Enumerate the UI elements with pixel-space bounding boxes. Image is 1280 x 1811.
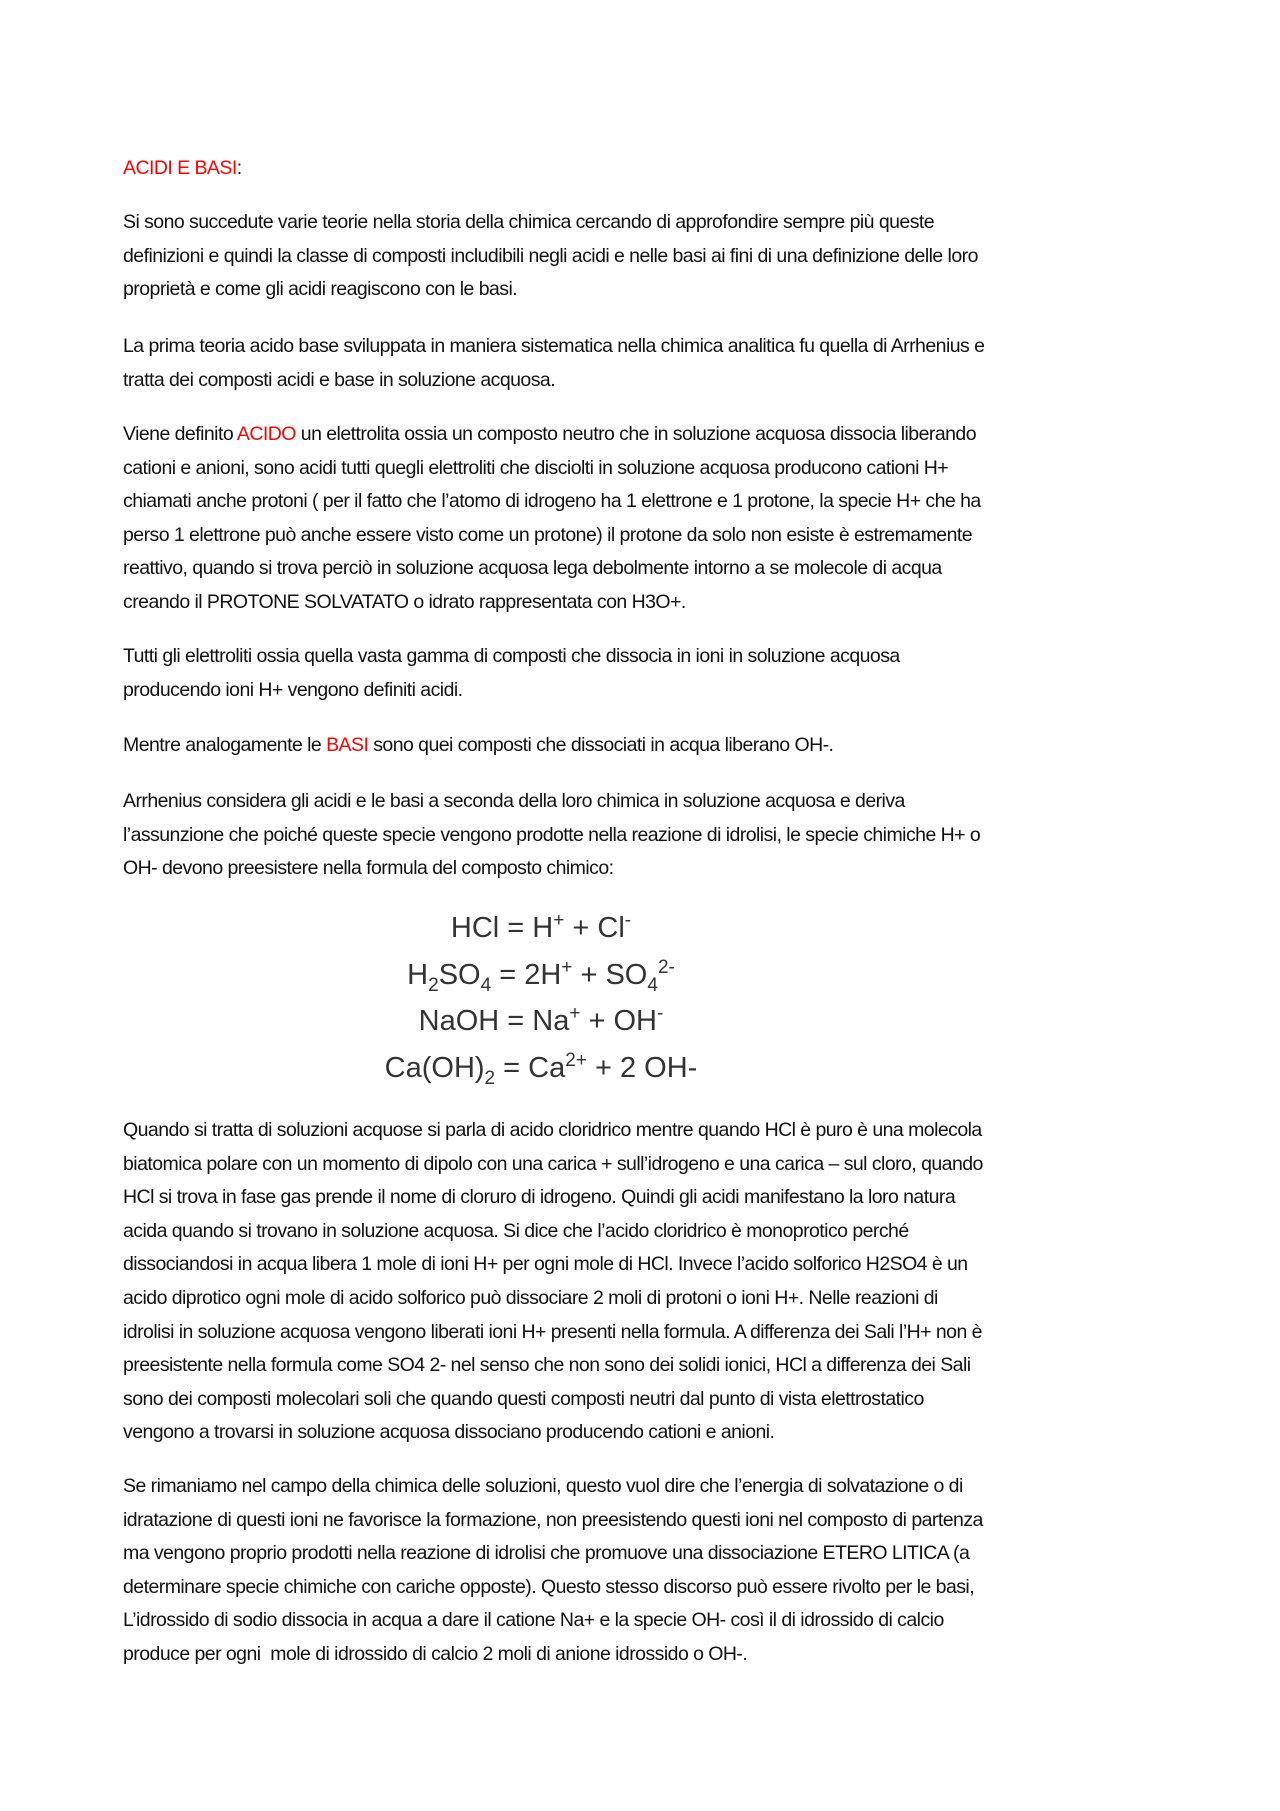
equation-text: + Cl [564,912,625,944]
text-segment: preesistente nella formula come SO4 2- nel senso che non sono dei solidi ionici, HCl a differenza dei Sali [123,1354,971,1377]
text-line [123,330,1183,364]
highlighted-term: ACIDO [236,423,296,445]
equation [300,998,782,1045]
text-segment: produce per ogni mole di idrossido di calcio 2 moli di anione idrossido o OH-. [123,1642,748,1665]
text-line [123,586,1183,620]
subscript: 2 [484,1067,496,1089]
equation-text: H [407,958,429,991]
equation-text: HCl = H [450,912,554,944]
equation-text: = Ca [495,1051,566,1084]
text-segment: Si sono succedute varie teorie nella storia della chimica cercando di approfondire sempre più queste [123,211,935,233]
text-segment: Quando si tratta di soluzioni acquose si parla di acido cloridrico mentre quando HCl è puro è una molecola [123,1119,982,1141]
equation-text: NaOH = Na [418,1005,570,1037]
text-line [123,1504,1183,1538]
text-line [123,1470,1183,1504]
paragraph-arrhenius-assumption [123,785,1183,886]
text-line [123,1248,1183,1282]
equation-text: SO [438,958,481,991]
text-line [123,485,1183,519]
superscript: + [553,910,565,931]
equation [300,952,782,999]
subscript: 4 [647,974,658,996]
text-segment: creando il PROTONE SOLVATATO o idrato rappresentata con H3O+. [123,590,686,613]
text-line [123,674,1183,708]
text-line [123,206,1183,240]
text-segment: definizioni e quindi la classe di composti includibili negli acidi e nelle basi ai fini di una definizione delle loro [123,244,978,267]
paragraph-arrhenius-intro [123,330,1183,397]
text-segment: : [236,157,242,179]
text-segment: Tutti gli elettroliti ossia quella vasta gamma di composti che dissocia in ioni in soluzione acquosa [123,645,900,667]
text-line [123,418,1183,452]
text-line [123,852,1183,886]
text-segment: cationi e anioni, sono acidi tutti quegli elettroliti che disciolti in soluzione acquosa producono cationi H+ [123,456,949,479]
text-segment: La prima teoria acido base sviluppata in maniera sistematica nella chimica analitica fu quella di Arrhenius e [123,335,985,357]
text-line [123,519,1183,553]
text-segment: perso 1 elettrone può anche essere visto come un protone) il protone da solo non esiste è estremamente [123,523,973,546]
text-segment: biatomica polare con un momento di dipolo con una carica + sull’idrogeno e una carica – sul cloro, quando [123,1152,983,1175]
paragraph-solvation [123,1470,1183,1672]
text-line [123,640,1183,674]
superscript: - [657,1003,664,1024]
page-title [123,152,1183,186]
text-line [123,819,1183,853]
text-segment: Arrhenius considera gli acidi e le basi a seconda della loro chimica in soluzione acquosa e deriva [123,790,905,812]
text-line [123,1282,1183,1316]
text-segment: dissociandosi in acqua libera 1 mole di ioni H+ per ogni mole di HCl. Invece l’acido solforico H2SO4 è un [123,1253,968,1276]
text-line [123,1148,1183,1182]
text-segment: acido diprotico ogni mole di acido solforico può dissociare 2 moli di protoni o ioni H+. Nelle reazioni di [123,1286,938,1309]
text-segment: proprietà e come gli acidi reagiscono con le basi. [123,278,518,301]
text-segment: reattivo, quando si trova perciò in soluzione acquosa lega debolmente intorno a se molecole di acqua [123,557,942,580]
text-segment: determinare specie chimiche con cariche opposte). Questo stesso discorso può essere rivolto per le basi, [123,1575,975,1598]
text-segment: un elettrolita ossia un composto neutro che in soluzione acquosa dissocia liberando [295,423,977,445]
text-segment: sono dei composti molecolari soli che quando questi composti neutri dal punto di vista elettrostatico [123,1387,924,1410]
paragraph-intro [123,206,1183,307]
superscript: + [561,956,573,978]
text-line [123,1604,1183,1638]
chemical-equations [300,905,782,1091]
equation-text: Ca(OH) [384,1051,485,1084]
text-line [123,1181,1183,1215]
text-segment: Viene definito [123,423,237,445]
text-segment: tratta dei composti acidi e base in soluzione acquosa. [123,368,556,391]
equation-text: = 2H [491,958,562,991]
text-line [123,552,1183,586]
text-line [123,273,1183,307]
text-line [123,1114,1183,1148]
text-segment: L’idrossido di sodio dissocia in acqua a dare il catione Na+ e la specie OH- così il di idrossido di calcio [123,1609,944,1632]
text-line [123,364,1183,398]
text-segment: ma vengono proprio prodotti nella reazione di idrolisi che promuove una dissociazione ETERO LITICA (a [123,1542,970,1565]
paragraph-electrolytes [123,640,1183,707]
highlighted-term: ACIDI E BASI [123,157,237,179]
superscript: 2- [657,956,675,978]
superscript: - [624,910,632,931]
text-segment: chiamati anche protoni ( per il fatto che l’atomo di idrogeno ha 1 elettrone e 1 protone, la specie H+ che ha [123,490,981,513]
subscript: 2 [428,974,439,996]
text-segment: Se rimaniamo nel campo della chimica delle soluzioni, questo vuol dire che l’energia di solvatazione o di [123,1475,963,1497]
text-segment: producendo ioni H+ vengono definiti acidi. [123,678,463,701]
superscript: 2+ [565,1049,587,1071]
text-line [123,1349,1183,1383]
text-segment: idratazione di questi ioni ne favorisce la formazione, non preesistendo questi ioni nel composto di partenza [123,1508,983,1531]
text-segment: HCl si trova in fase gas prende il nome di cloruro di idrogeno. Quindi gli acidi manifestano la loro natura [123,1186,956,1209]
text-segment: idrolisi in soluzione acquosa vengono liberati ioni H+ presenti nella formula. A differenza dei Sali l’H+ non è [123,1320,982,1343]
equation [300,905,782,952]
text-segment: l’assunzione che poiché queste specie vengono prodotte nella reazione di idrolisi, le specie chimiche H+ o [123,823,981,846]
text-line [123,1571,1183,1605]
text-line [123,152,1183,186]
equation-text: + 2 OH- [586,1051,698,1084]
equation [300,1045,782,1092]
text-segment: acida quando si trovano in soluzione acquosa. Si dice che l’acido cloridrico è monoprotico perché [123,1219,909,1242]
text-segment: sono quei composti che dissociati in acqua liberano OH-. [368,734,834,756]
highlighted-term: BASI [326,734,369,756]
text-line [123,1383,1183,1417]
equation-text: + SO [572,958,648,991]
text-segment: vengono a trovarsi in soluzione acquosa dissociano producendo cationi e anioni. [123,1421,775,1444]
paragraph-acid-definition [123,418,1183,620]
text-line [123,1416,1183,1450]
text-line [123,1537,1183,1571]
equation-text: + OH [580,1005,658,1037]
text-line [123,785,1183,819]
text-line [123,729,1183,763]
text-line [123,1316,1183,1350]
superscript: + [569,1003,581,1024]
text-line [123,1215,1183,1249]
text-line [123,1638,1183,1672]
text-line [123,240,1183,274]
text-segment: Mentre analogamente le [123,734,327,756]
text-segment: OH- devono preesistere nella formula del composto chimico: [123,857,614,880]
subscript: 4 [480,974,492,996]
text-line [123,452,1183,486]
paragraph-hcl-discussion [123,1114,1183,1450]
paragraph-base-definition [123,729,1183,763]
